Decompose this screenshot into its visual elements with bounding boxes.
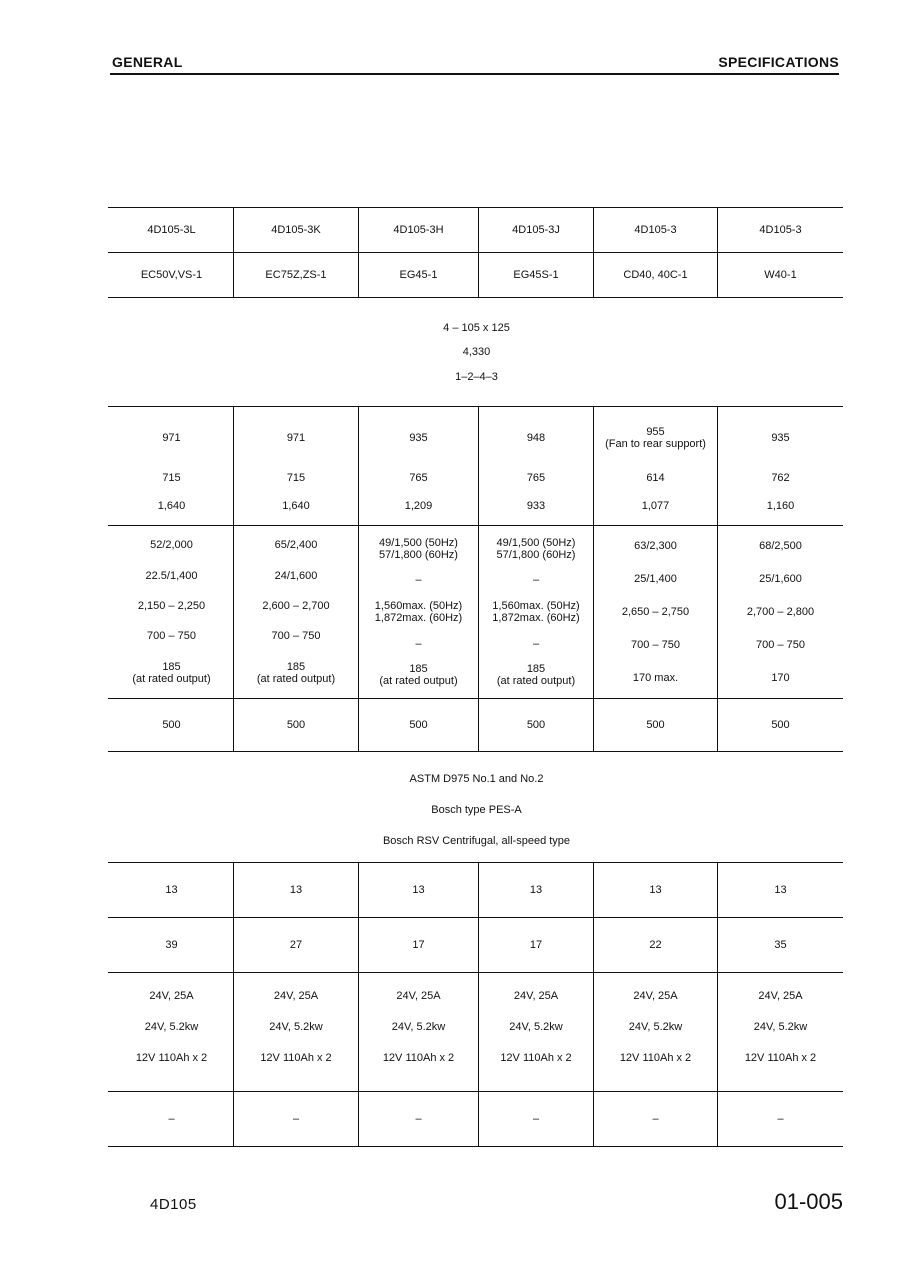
low-idle-value: 700 – 750 xyxy=(271,630,321,643)
high-idle-line: 1,560max. (50Hz) xyxy=(374,599,463,612)
rule xyxy=(108,297,843,298)
displacement: 4,330 xyxy=(462,346,491,358)
dimension-cell xyxy=(359,407,479,525)
coolant-cell: 39 xyxy=(110,918,234,972)
engine-model-cell: 4D105-3 xyxy=(594,208,718,252)
starter-value: 24V, 5.2kw xyxy=(509,1020,563,1033)
fuel-consumption-value: 185 xyxy=(526,663,546,676)
weight-cell: 500 xyxy=(234,699,359,751)
battery-value: 12V 110Ah x 2 xyxy=(135,1051,208,1064)
width-value: 715 xyxy=(162,472,181,484)
fuel-consumption-value: 185 xyxy=(409,663,428,676)
battery-value: 12V 110Ah x 2 xyxy=(260,1051,332,1064)
engine-model-row xyxy=(110,208,843,252)
length-group xyxy=(605,420,706,456)
fuel-spec: ASTM D975 No.1 and No.2 xyxy=(409,773,544,785)
output-line: 49/1,500 (50Hz) xyxy=(379,536,458,549)
alternator-value: 24V, 25A xyxy=(513,990,559,1003)
machine-model-cell: EG45-1 xyxy=(359,253,479,297)
output-value: 65/2,400 xyxy=(274,539,318,552)
fuel-consumption xyxy=(379,663,457,687)
fuel-consumption xyxy=(257,661,335,685)
fuel-consumption xyxy=(132,661,210,685)
torque-value: – xyxy=(415,574,422,587)
engine-model-cell: 4D105-3L xyxy=(110,208,234,252)
length-value: 971 xyxy=(286,432,306,444)
torque-value: 25/1,600 xyxy=(759,573,802,586)
performance-block xyxy=(110,526,843,698)
engine-series-footer: 4D105 xyxy=(150,1196,197,1213)
length-value: 971 xyxy=(162,432,181,444)
oil-cell: 13 xyxy=(479,863,594,917)
height-value: 1,640 xyxy=(282,500,310,512)
low-idle-value: – xyxy=(532,637,540,650)
height-value: 1,209 xyxy=(404,500,433,512)
battery-value: 12V 110Ah x 2 xyxy=(500,1051,572,1064)
fuel-consumption-value: 185 xyxy=(162,660,181,673)
turbo-cell: – xyxy=(479,1092,594,1146)
low-idle-value: 700 – 750 xyxy=(631,638,680,651)
width-value: 762 xyxy=(771,472,790,484)
starter-value: 24V, 5.2kw xyxy=(391,1020,446,1033)
electrical-block xyxy=(110,973,843,1091)
alternator-value: 24V, 25A xyxy=(396,990,441,1003)
machine-model-cell: EC50V,VS-1 xyxy=(110,253,234,297)
performance-cell xyxy=(479,526,594,698)
engine-model-cell: 4D105-3 xyxy=(759,224,802,236)
coolant-cell: 17 xyxy=(359,918,479,972)
dimensions-block xyxy=(110,407,843,525)
torque-value: 24/1,600 xyxy=(274,569,318,582)
rule xyxy=(108,751,843,752)
output-line: 49/1,500 (50Hz) xyxy=(496,536,576,549)
fuel-consumption-note: (at rated output) xyxy=(496,675,576,688)
high-idle-value xyxy=(492,600,579,624)
fuel-consumption-value: 170 max. xyxy=(632,671,679,684)
fuel-consumption xyxy=(497,663,575,687)
starter-value: 24V, 5.2kw xyxy=(753,1020,808,1033)
electrical-cell xyxy=(479,973,594,1091)
weight-cell: 500 xyxy=(594,699,718,751)
high-idle-line: 1,872max. (60Hz) xyxy=(492,611,580,624)
torque-value: 22.5/1,400 xyxy=(145,569,198,582)
fuel-consumption-note: (at rated output) xyxy=(256,672,336,685)
high-idle-value: 2,600 – 2,700 xyxy=(262,599,330,612)
engine-model-cell: 4D105-3K xyxy=(234,208,359,252)
low-idle-value: 700 – 750 xyxy=(756,638,805,651)
fuel-consumption-value: 185 xyxy=(286,660,306,673)
low-idle-value: – xyxy=(415,637,422,650)
high-idle-value: 2,650 – 2,750 xyxy=(621,605,690,618)
dimension-cell xyxy=(594,407,718,525)
high-idle-value: 2,700 – 2,800 xyxy=(746,605,815,618)
turbo-cell: – xyxy=(594,1092,718,1146)
dimension-cell xyxy=(479,407,594,525)
performance-cell xyxy=(718,526,843,698)
turbo-cell: – xyxy=(234,1092,359,1146)
width-value: 765 xyxy=(526,472,546,484)
rule xyxy=(108,1146,843,1147)
header-rule xyxy=(110,73,839,75)
electrical-cell xyxy=(718,973,843,1091)
width-value: 765 xyxy=(409,472,428,484)
governor: Bosch RSV Centrifugal, all-speed type xyxy=(382,835,571,847)
oil-row xyxy=(110,863,843,917)
high-idle-line: 1,872max. (60Hz) xyxy=(374,611,463,624)
turbo-row xyxy=(110,1092,843,1146)
oil-cell: 13 xyxy=(359,863,479,917)
width-value: 715 xyxy=(286,472,306,484)
coolant-cell: 27 xyxy=(234,918,359,972)
fuel-consumption-note: (at rated output) xyxy=(132,672,211,685)
output-value: 68/2,500 xyxy=(759,540,802,553)
machine-model-row xyxy=(110,253,843,297)
coolant-cell: 17 xyxy=(479,918,594,972)
page-number: 01-005 xyxy=(774,1189,843,1214)
height-value: 933 xyxy=(526,500,546,512)
bore-stroke: 4 – 105 x 125 xyxy=(443,322,510,334)
low-idle-value: 700 – 750 xyxy=(147,630,196,643)
weight-cell: 500 xyxy=(771,719,790,731)
output-value: 52/2,000 xyxy=(150,539,193,552)
electrical-cell xyxy=(594,973,718,1091)
dimension-cell xyxy=(110,407,234,525)
performance-cell xyxy=(594,526,718,698)
machine-model-cell: CD40, 40C-1 xyxy=(594,253,718,297)
electrical-cell xyxy=(110,973,234,1091)
performance-cell xyxy=(110,526,234,698)
oil-cell: 13 xyxy=(594,863,718,917)
weight-cell: 500 xyxy=(359,699,479,751)
dimension-cell xyxy=(234,407,359,525)
performance-cell xyxy=(359,526,479,698)
alternator-value: 24V, 25A xyxy=(758,990,803,1003)
oil-cell: 13 xyxy=(110,863,234,917)
oil-cell: 13 xyxy=(234,863,359,917)
firing-order: 1–2–4–3 xyxy=(455,371,498,383)
height-value: 1,640 xyxy=(157,500,186,512)
weight-row xyxy=(110,699,843,751)
high-idle-value: 2,150 – 2,250 xyxy=(137,599,206,612)
length-value: 935 xyxy=(409,432,428,444)
high-idle-line: 1,560max. (50Hz) xyxy=(492,599,580,612)
height-value: 1,077 xyxy=(641,500,670,512)
turbo-cell: – xyxy=(777,1113,784,1125)
engine-model-cell: 4D105-3H xyxy=(359,208,479,252)
page-category: SPECIFICATIONS xyxy=(718,54,839,70)
length-value: 955 xyxy=(646,426,665,438)
output-line: 57/1,800 (60Hz) xyxy=(379,548,458,561)
fuel-consumption-value: 170 xyxy=(771,671,790,684)
fuel-consumption-note: (at rated output) xyxy=(379,675,458,688)
starter-value: 24V, 5.2kw xyxy=(628,1020,683,1033)
starter-value: 24V, 5.2kw xyxy=(269,1020,323,1033)
battery-value: 12V 110Ah x 2 xyxy=(619,1051,692,1064)
electrical-cell xyxy=(359,973,479,1091)
starter-value: 24V, 5.2kw xyxy=(144,1020,199,1033)
length-value: 935 xyxy=(771,432,790,444)
coolant-row xyxy=(110,918,843,972)
length-note: (Fan to rear support) xyxy=(605,438,706,450)
machine-model-cell: W40-1 xyxy=(764,269,797,281)
alternator-value: 24V, 25A xyxy=(149,990,194,1003)
machine-model-cell: EC75Z,ZS-1 xyxy=(234,253,359,297)
alternator-value: 24V, 25A xyxy=(633,990,678,1003)
coolant-cell: 35 xyxy=(774,939,787,951)
coolant-cell: 22 xyxy=(594,918,718,972)
battery-value: 12V 110Ah x 2 xyxy=(744,1051,817,1064)
width-value: 614 xyxy=(646,472,665,484)
length-value: 948 xyxy=(526,432,546,444)
output-value xyxy=(497,537,576,561)
performance-cell xyxy=(234,526,359,698)
turbo-cell: – xyxy=(110,1092,234,1146)
electrical-cell xyxy=(234,973,359,1091)
machine-model-cell: EG45S-1 xyxy=(479,253,594,297)
alternator-value: 24V, 25A xyxy=(273,990,319,1003)
high-idle-value xyxy=(375,600,462,624)
weight-cell: 500 xyxy=(479,699,594,751)
height-value: 1,160 xyxy=(766,500,795,512)
section-title: GENERAL xyxy=(112,54,183,70)
output-value xyxy=(379,537,458,561)
oil-cell: 13 xyxy=(774,884,787,896)
dimension-cell xyxy=(718,407,843,525)
torque-value: – xyxy=(532,574,540,587)
output-value: 63/2,300 xyxy=(634,540,677,553)
turbo-cell: – xyxy=(359,1092,479,1146)
weight-cell: 500 xyxy=(110,699,234,751)
injection-pump: Bosch type PES-A xyxy=(431,804,522,816)
output-line: 57/1,800 (60Hz) xyxy=(496,548,576,561)
battery-value: 12V 110Ah x 2 xyxy=(382,1051,455,1064)
torque-value: 25/1,400 xyxy=(634,573,677,586)
engine-model-cell: 4D105-3J xyxy=(479,208,594,252)
